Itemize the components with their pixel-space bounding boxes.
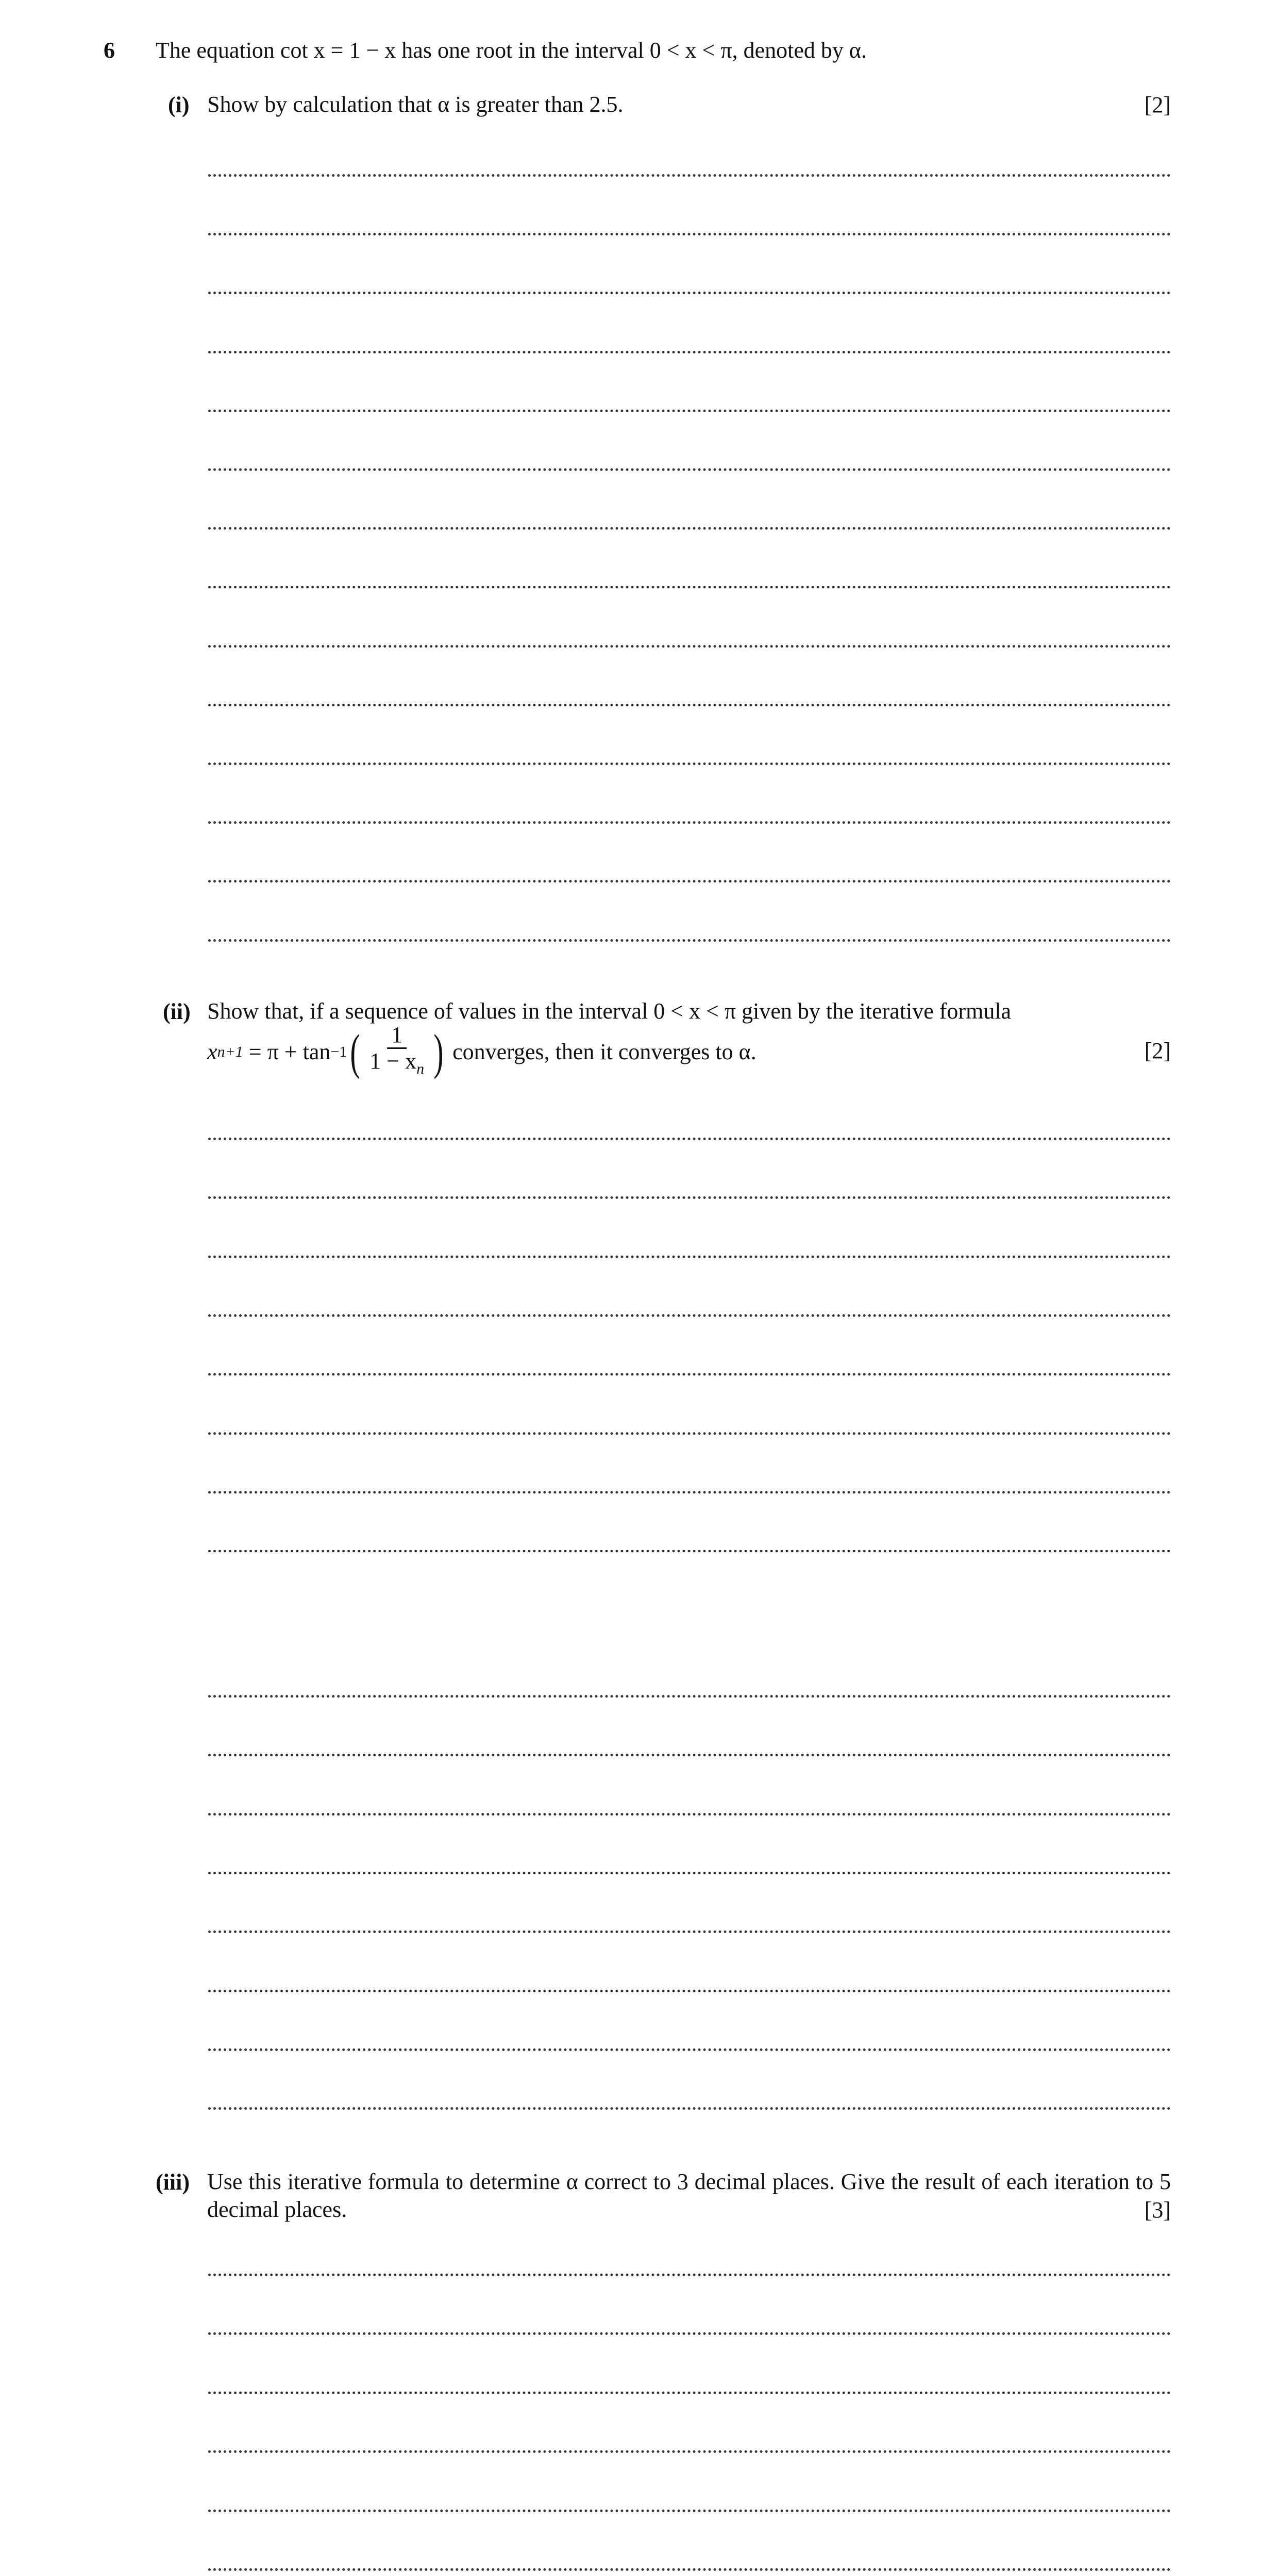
part-ii-marks: [2] (1144, 1038, 1171, 1063)
left-paren: ( (350, 1024, 360, 1079)
part-ii-formula (207, 1023, 756, 1081)
answer-line[interactable] (208, 174, 1171, 177)
answer-line[interactable] (208, 1138, 1171, 1140)
answer-line[interactable] (208, 586, 1171, 588)
answer-line[interactable] (208, 2450, 1171, 2453)
answer-line[interactable] (208, 2107, 1171, 2110)
answer-line[interactable] (208, 2510, 1171, 2512)
formula-sup: −1 (330, 1043, 347, 1060)
answer-line[interactable] (208, 1872, 1171, 1874)
answer-line[interactable] (208, 1432, 1171, 1435)
answer-line[interactable] (208, 233, 1171, 235)
answer-line[interactable] (208, 1550, 1171, 1552)
part-ii-label: (ii) (163, 999, 191, 1024)
answer-line[interactable] (208, 821, 1171, 824)
part-i-label: (i) (168, 92, 190, 117)
answer-line[interactable] (208, 762, 1171, 765)
fraction-numerator: 1 (387, 1023, 407, 1049)
answer-line[interactable] (208, 1373, 1171, 1376)
right-paren: ) (433, 1024, 444, 1079)
answer-line[interactable] (208, 2274, 1171, 2276)
part-iii-text: Use this iterative formula to determine α correct to 3 decimal places. Give the result of each iteration to 5 decimal places. (207, 2169, 1171, 2222)
part-i-marks: [2] (1144, 92, 1171, 117)
answer-line[interactable] (208, 351, 1171, 353)
formula-lhs: x (207, 1039, 217, 1064)
answer-line[interactable] (208, 1813, 1171, 1816)
answer-line[interactable] (208, 645, 1171, 648)
answer-line[interactable] (208, 410, 1171, 412)
part-i-text: Show by calculation that α is greater than 2.5. (207, 92, 624, 117)
formula-fraction (365, 1023, 428, 1081)
answer-line[interactable] (208, 2332, 1171, 2335)
answer-line[interactable] (208, 1754, 1171, 1756)
formula-after-text: converges, then it converges to α. (447, 1039, 756, 1064)
answer-line[interactable] (208, 527, 1171, 530)
formula-lhs-sub: n+1 (217, 1043, 243, 1060)
answer-line[interactable] (208, 1314, 1171, 1317)
answer-line[interactable] (208, 1491, 1171, 1494)
answer-line[interactable] (208, 1930, 1171, 1933)
answer-line[interactable] (208, 939, 1171, 942)
part-iii-marks: [3] (1144, 2197, 1171, 2223)
answer-line[interactable] (208, 1256, 1171, 1258)
answer-line[interactable] (208, 704, 1171, 706)
answer-line[interactable] (208, 292, 1171, 294)
answer-line[interactable] (208, 1196, 1171, 1199)
part-iii-label: (iii) (156, 2170, 190, 2195)
question-stem: The equation cot x = 1 − x has one root in the interval 0 < x < π, denoted by α. (156, 38, 867, 63)
question-number: 6 (104, 38, 115, 63)
part-ii-text: Show that, if a sequence of values in the interval 0 < x < π given by the iterative formula (207, 998, 1012, 1024)
answer-line[interactable] (208, 2392, 1171, 2394)
answer-line[interactable] (208, 880, 1171, 883)
answer-line[interactable] (208, 2048, 1171, 2051)
answer-line[interactable] (208, 468, 1171, 471)
answer-line[interactable] (208, 1695, 1171, 1698)
answer-line[interactable] (208, 1990, 1171, 1992)
fraction-denominator: $1 - x_n$ (369, 1048, 425, 1077)
answer-line[interactable] (208, 2568, 1171, 2571)
formula-mid: = π + tan (243, 1039, 331, 1064)
